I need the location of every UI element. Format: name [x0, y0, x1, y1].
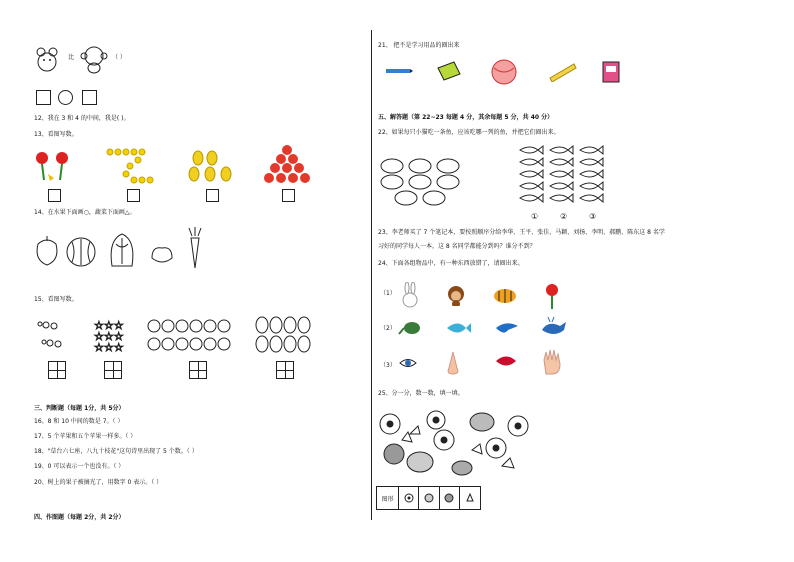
leaves-icon: [254, 316, 314, 354]
fish-column-label-2: ②: [560, 212, 568, 221]
ruler-icon: [548, 62, 578, 82]
question-25: 25、分一分，数一数，填一填。: [378, 390, 464, 397]
flowers-icon: [30, 148, 78, 182]
section-4-heading: 四、作图题（每题 2分，共 2分）: [34, 514, 125, 521]
table-cell-basketball[interactable]: [440, 487, 460, 509]
table-cell-volleyball[interactable]: [419, 487, 439, 509]
table-header-shape: 图形: [377, 487, 399, 509]
tiger-icon: [492, 284, 518, 306]
basketball-icon: [444, 493, 454, 503]
answer-grid-apples[interactable]: [189, 361, 207, 379]
table-cell-soccer[interactable]: [399, 487, 419, 509]
compare-paren: （ ）: [112, 54, 126, 61]
answer-circle[interactable]: [58, 90, 73, 105]
mouse-icon: [32, 44, 62, 74]
section-3-heading: 三、判断题（每题 1分，共 5分）: [34, 405, 125, 412]
ball-icon: [490, 58, 518, 86]
row-label-3: （3）: [380, 362, 396, 369]
answer-square-left[interactable]: [36, 90, 51, 105]
fish-icon: [444, 318, 472, 338]
stars-icon: [92, 318, 130, 354]
answer-grid-stars[interactable]: [104, 361, 122, 379]
pencil-box-icon: [600, 58, 622, 84]
nose-icon: [444, 350, 462, 376]
shuttlecock-icon: [465, 493, 475, 503]
balls-and-shuttlecocks-icon: [376, 404, 536, 478]
question-16: 16、8 和 10 中间的数是 7。（ ）: [34, 418, 124, 425]
section-5-heading: 五、解答题（第 22~23 每题 4 分，其余每题 5 分，共 40 分）: [378, 114, 554, 121]
question-24: 24、下面各组物品中，有一种东西放错了，请圈出来。: [378, 260, 524, 267]
answer-grid-leaves[interactable]: [276, 361, 294, 379]
whale-icon: [540, 316, 568, 338]
count-table: [376, 486, 481, 510]
answer-box-flowers[interactable]: [48, 189, 61, 202]
column-divider: [371, 30, 372, 520]
soccer-ball-icon: [404, 493, 414, 503]
question-14: 14、在水果下面画○，蔬菜下面画△。: [34, 209, 136, 216]
row-label-1: （1）: [380, 290, 396, 297]
notebook-icon: [436, 60, 462, 82]
question-13: 13、看图写数。: [34, 131, 78, 138]
svg-text:☆☆☆: ☆☆☆: [94, 319, 124, 332]
answer-box-pears[interactable]: [206, 189, 219, 202]
question-23-line2: 习好的同学每人一本，这 8 名同学都能分到吗？谁分不到？: [378, 243, 536, 250]
row-label-2: （2）: [380, 325, 396, 332]
monkey-color-icon: [444, 284, 468, 306]
answer-box-apples[interactable]: [282, 189, 295, 202]
question-15: 15、看图写数。: [34, 296, 78, 303]
answer-square-right[interactable]: [82, 90, 97, 105]
question-19: 19、0 可以表示一个也没有。（ ）: [34, 463, 125, 470]
question-12: 12、我在 3 和 4 的中间，我是( )。: [34, 115, 130, 122]
question-23-line1: 23、李老师买了 7 个笔记本，要按照顺序分给李华、王平、张佳、马颖、刘扬、李明、郝鹏、陈东这 8 名学: [378, 229, 665, 236]
question-18: 18、"草台六七座，八九十枝花"这句诗里出现了 5 个数。（ ）: [34, 448, 198, 455]
monkey-icon: [80, 44, 108, 74]
apples-icon: [262, 144, 312, 186]
fish-column-label-1: ①: [531, 212, 539, 221]
bird-icon: [494, 318, 520, 338]
volleyball-icon: [424, 493, 434, 503]
fish-columns-icon: [516, 144, 612, 216]
pen-icon: [384, 66, 414, 76]
hand-icon: [540, 348, 564, 376]
svg-text:☆☆☆: ☆☆☆: [94, 330, 124, 343]
table-cell-shuttlecock[interactable]: [460, 487, 480, 509]
carrot-icon: [184, 226, 206, 270]
peach-icon: [148, 244, 176, 266]
fish-column-label-3: ③: [589, 212, 597, 221]
cats-icon: [378, 156, 468, 206]
rose-icon: [542, 282, 562, 310]
bell-pepper-icon: [32, 232, 62, 268]
question-21: 21、 把不是学习用品的圈出来: [378, 42, 460, 49]
answer-grid-ants[interactable]: [48, 361, 66, 379]
ants-icon: [32, 318, 72, 352]
pears-icon: [186, 148, 238, 184]
lips-icon: [494, 354, 518, 368]
compare-word: 比: [68, 54, 75, 61]
beads-icon: [102, 146, 158, 186]
eye-icon: [398, 356, 418, 370]
question-22: 22、如果每只小猫吃一条鱼，应该吃哪一列的鱼，并把它们圈出来。: [378, 129, 560, 136]
rabbit-icon: [398, 282, 422, 308]
question-17: 17、5 个苹果和五个苹果一样多。（ ）: [34, 433, 137, 440]
svg-text:☆☆☆: ☆☆☆: [94, 341, 124, 354]
question-20: 20、树上的果子被摘光了，用数字 0 表示。（ ）: [34, 479, 163, 486]
watermelon-icon: [64, 236, 98, 268]
answer-box-beads[interactable]: [127, 189, 140, 202]
tadpole-icon: [398, 318, 424, 338]
cabbage-icon: [106, 230, 138, 268]
apple-outlines-icon: [146, 318, 242, 354]
